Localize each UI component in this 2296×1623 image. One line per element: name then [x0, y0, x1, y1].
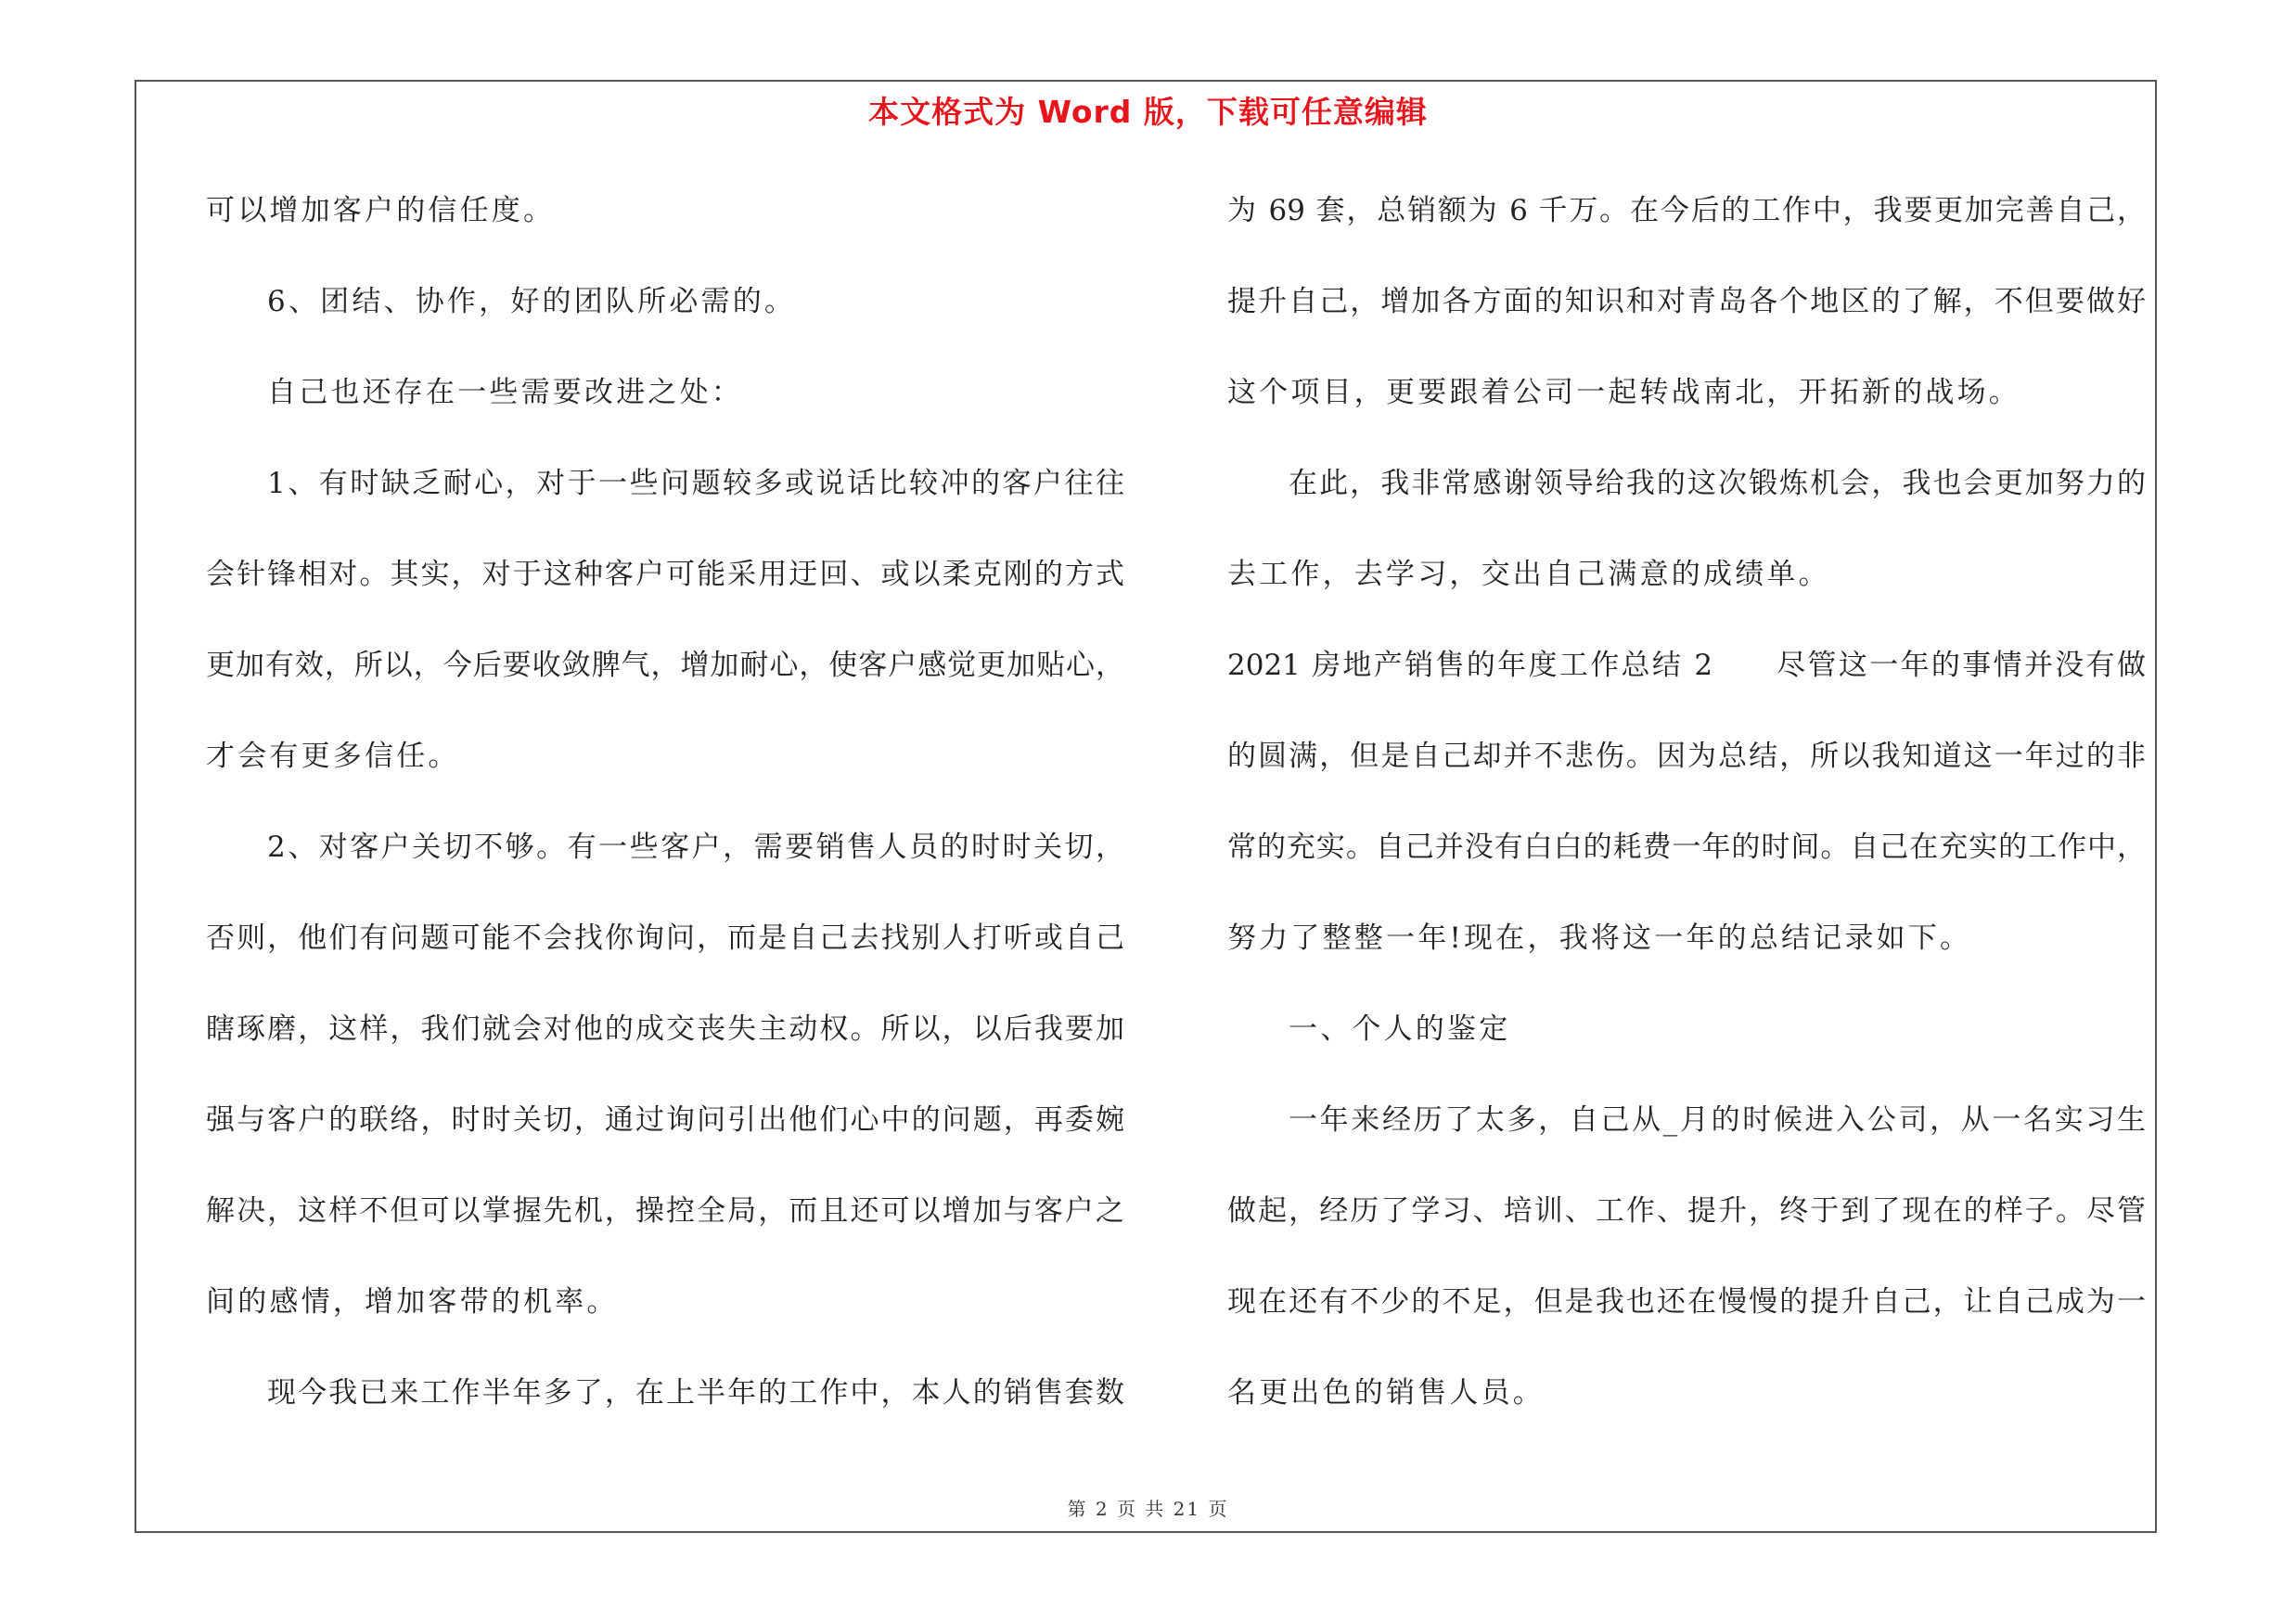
text-line: 提升自己，增加各方面的知识和对青岛各个地区的了解，不但要做好 [1227, 285, 2146, 318]
header-banner: 本文格式为 Word 版，下载可任意编辑 [868, 94, 1428, 130]
text-line: 1、有时缺乏耐心，对于一些问题较多或说话比较冲的客户往往 [267, 467, 1124, 500]
text-line: 可以增加客户的信任度。 [206, 194, 556, 227]
text-line: 瞎琢磨，这样，我们就会对他的成交丧失主动权。所以，以后我要加 [206, 1012, 1124, 1046]
right-column [1227, 182, 2146, 1455]
text-line: 现今我已来工作半年多了，在上半年的工作中，本人的销售套数 [267, 1376, 1124, 1410]
text-line: 强与客户的联络，时时关切，通过询问引出他们心中的问题，再委婉 [206, 1103, 1124, 1137]
text-line: 更加有效，所以，今后要收敛脾气，增加耐心，使客户感觉更加贴心， [206, 649, 1124, 682]
text-line: 这个项目，更要跟着公司一起转战南北，开拓新的战场。 [1227, 376, 2020, 409]
text-line: 会针锋相对。其实，对于这种客户可能采用迂回、或以柔克刚的方式 [206, 558, 1124, 591]
text-line: 解决，这样不但可以掌握先机，操控全局，而且还可以增加与客户之 [206, 1194, 1124, 1228]
page-number-footer: 第 2 页 共 21 页 [1067, 1498, 1229, 1520]
text-line: 为 69 套，总销额为 6 千万。在今后的工作中，我要更加完善自己， [1227, 194, 2146, 227]
text-line: 2、对客户关切不够。有一些客户，需要销售人员的时时关切， [267, 831, 1124, 864]
text-line: 否则，他们有问题可能不会找你询问，而是自己去找别人打听或自己 [206, 921, 1124, 955]
text-line: 在此，我非常感谢领导给我的这次锻炼机会，我也会更加努力的 [1289, 467, 2146, 500]
text-line: 名更出色的销售人员。 [1227, 1376, 1545, 1410]
text-line: 做起，经历了学习、培训、工作、提升，终于到了现在的样子。尽管 [1227, 1194, 2146, 1228]
text-line: 常的充实。自己并没有白白的耗费一年的时间。自己在充实的工作中， [1227, 831, 2146, 864]
text-line: 的圆满，但是自己却并不悲伤。因为总结，所以我知道这一年过的非 [1227, 740, 2146, 773]
section-heading: 一、个人的鉴定 [1289, 1012, 1511, 1046]
text-line: 才会有更多信任。 [206, 740, 460, 773]
text-line: 努力了整整一年!现在，我将这一年的总结记录如下。 [1227, 921, 1972, 955]
section-heading-line: 2021 房地产销售的年度工作总结 2 尽管这一年的事情并没有做 [1227, 649, 2146, 682]
left-column [206, 182, 1124, 1455]
text-line: 间的感情，增加客带的机率。 [206, 1285, 619, 1319]
text-line: 一年来经历了太多，自己从_月的时候进入公司，从一名实习生 [1289, 1103, 2146, 1137]
text-line: 去工作，去学习，交出自己满意的成绩单。 [1227, 558, 1830, 591]
text-line: 现在还有不少的不足，但是我也还在慢慢的提升自己，让自己成为一 [1227, 1285, 2146, 1319]
text-line: 6、团结、协作，好的团队所必需的。 [267, 285, 797, 318]
text-line: 自己也还存在一些需要改进之处： [267, 376, 743, 409]
